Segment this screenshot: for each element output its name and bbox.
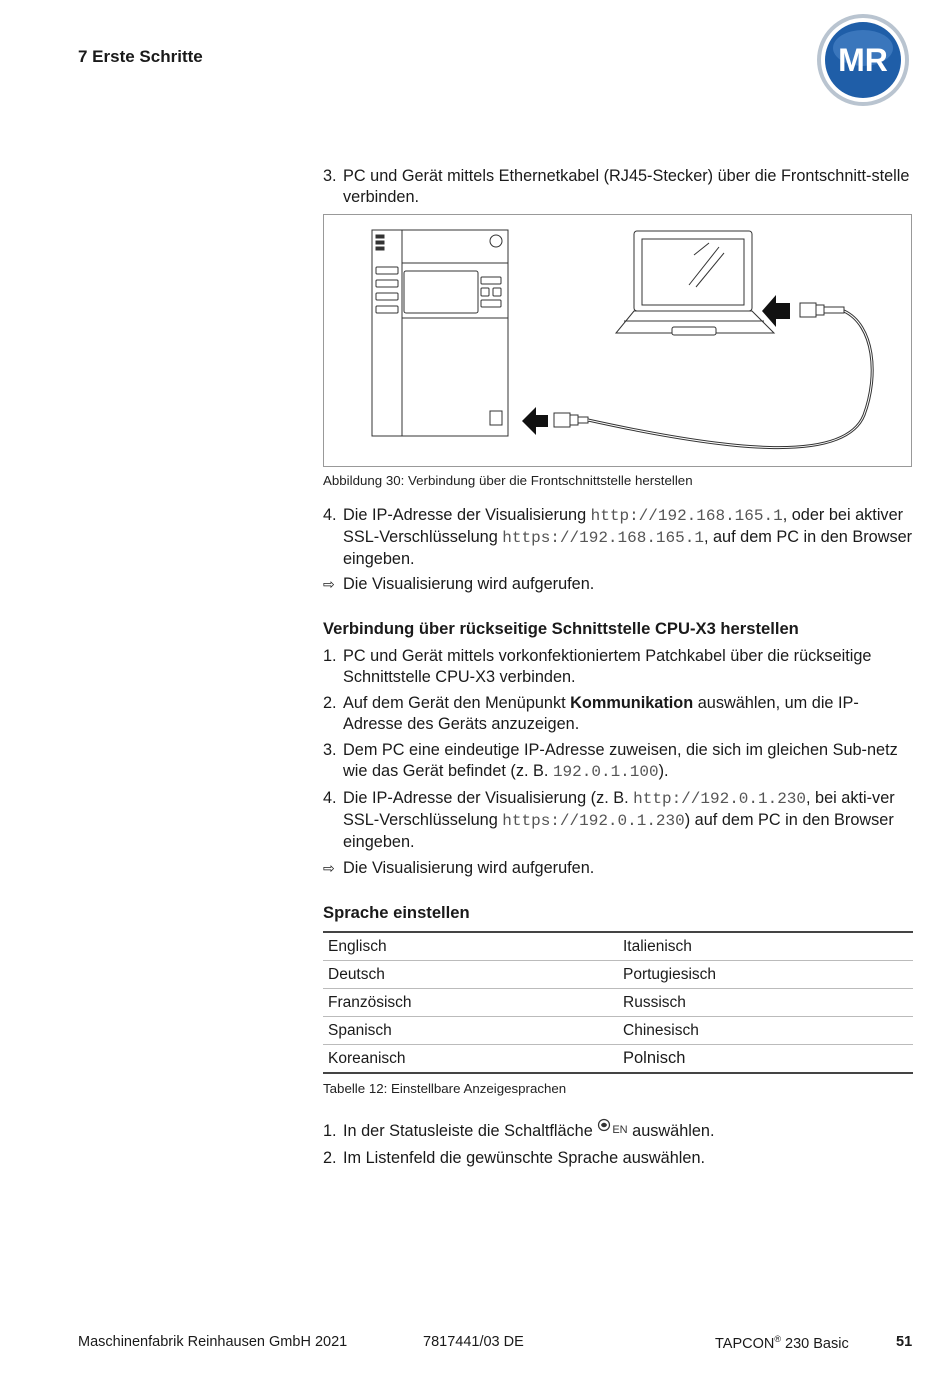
table-cell: Polnisch [618, 1045, 913, 1074]
footer-product: TAPCON® 230 Basic [715, 1334, 849, 1352]
cpu-step-2: 2. Auf dem Gerät den Menüpunkt Kommunikation auswählen, um die IP-Adresse des Geräts anzuzeigen. [323, 694, 859, 733]
menu-item-name: Kommunikation [570, 694, 694, 712]
device-illustration [372, 230, 508, 436]
table-cell: Portugiesisch [618, 961, 913, 989]
table-caption: Tabelle 12: Einstellbare Anzeigesprachen [323, 1081, 567, 1096]
step-4: 4. Die IP-Adresse der Visualisierung http://192.168.165.1, oder bei aktiver SSL-Verschlüsselung https://192.168.165.1, auf dem PC in den Browser eingeben. [323, 506, 913, 568]
result-2: ⇨ Die Visualisierung wird aufgerufen. [323, 859, 595, 877]
chapter-title: 7 Erste Schritte [78, 47, 203, 66]
table-cell: Russisch [618, 989, 913, 1017]
step-3: 3. PC und Gerät mittels Ethernetkabel (RJ45-Stecker) über die Frontschnitt-stelle verbinden. [323, 167, 910, 206]
cpu-step-3: 3. Dem PC eine eindeutige IP-Adresse zuweisen, die sich im gleichen Sub-netz wie das Gerät befindet (z. B. 192.0.1.100). [323, 741, 898, 781]
section-heading-language: Sprache einstellen [323, 903, 470, 922]
footer-docnum: 7817441/03 DE [423, 1334, 524, 1350]
laptop-illustration [616, 231, 774, 335]
cpu-step-1: 1. PC und Gerät mittels vorkonfektioniertem Patchkabel über die rückseitige Schnittstelle CPU-X3 verbinden. [323, 647, 872, 686]
url-https: https://192.168.165.1 [502, 529, 704, 547]
cpu-step-4: 4. Die IP-Adresse der Visualisierung (z. B. http://192.0.1.230, bei akti-ver SSL-Verschlüsselung https://192.0.1.230) auf dem PC in den Browser eingeben. [323, 789, 895, 851]
table-cell: Italienisch [618, 932, 913, 961]
result-arrow-icon: ⇨ [323, 860, 335, 876]
page-number: 51 [896, 1334, 913, 1350]
table-row [323, 932, 913, 961]
rj45-plug-icon [554, 413, 588, 427]
table-row [323, 989, 913, 1017]
figure-caption: Abbildung 30: Verbindung über die Frontschnittstelle herstellen [323, 473, 693, 488]
language-globe-icon: EN [597, 1118, 627, 1141]
table-cell: Chinesisch [618, 1017, 913, 1045]
mr-logo [815, 12, 911, 108]
logo-text: MR [838, 42, 888, 78]
language-table-wrap [323, 931, 913, 1074]
table-cell: Spanisch [323, 1017, 618, 1045]
table-cell: Deutsch [323, 961, 618, 989]
table-row [323, 1017, 913, 1045]
language-table [323, 931, 913, 1074]
arrow-left-icon [522, 407, 548, 435]
url-http: http://192.168.165.1 [590, 507, 783, 525]
result-arrow-icon: ⇨ [323, 576, 335, 592]
connection-figure [323, 214, 912, 467]
table-cell: Koreanisch [323, 1045, 618, 1074]
url-https: https://192.0.1.230 [502, 812, 685, 830]
table-cell: Englisch [323, 932, 618, 961]
url-http: http://192.0.1.230 [633, 790, 806, 808]
footer-company: Maschinenfabrik Reinhausen GmbH 2021 [78, 1334, 348, 1350]
section-heading-cpu: Verbindung über rückseitige Schnittstelle CPU-X3 herstellen [323, 619, 799, 638]
lang-step-1: 1. In der Statusleiste die Schaltfläche EN auswählen. [323, 1121, 913, 1142]
arrow-right-icon [762, 295, 790, 327]
ip-address: 192.0.1.100 [552, 763, 659, 781]
lang-step-2: 2. Im Listenfeld die gewünschte Sprache auswählen. [323, 1149, 706, 1167]
figure-illustration [324, 215, 911, 466]
table-cell: Französisch [323, 989, 618, 1017]
table-row [323, 961, 913, 989]
table-row [323, 1045, 913, 1074]
result-1: ⇨ Die Visualisierung wird aufgerufen. [323, 575, 595, 593]
rj45-plug-laptop-icon [800, 303, 844, 317]
